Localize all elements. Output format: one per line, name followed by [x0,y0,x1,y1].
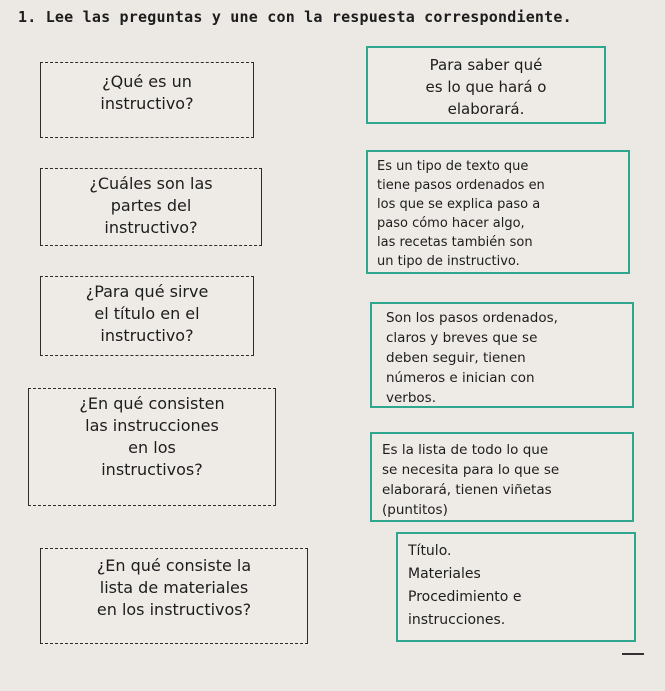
answer-text: Son los pasos ordenados, claros y breves que se deben seguir, tienen números e inician con verbos. [386,310,558,406]
question-card-5[interactable] [40,548,308,644]
question-text: ¿En qué consiste la lista de materiales en los instructivos? [96,556,252,619]
answer-text: Para saber qué es lo que hará o elaborará. [425,56,547,118]
pencil-mark [622,653,644,655]
answer-text: Es la lista de todo lo que se necesita para lo que se elaborará, tienen viñetas (puntitos) [382,442,560,518]
answer-text: Es un tipo de texto que tiene pasos ordenados en los que se explica paso a paso cómo hacer algo, las recetas también son un tipo de instructivo. [377,159,545,269]
answer-card-2[interactable] [366,150,630,274]
question-card-4[interactable] [28,388,276,506]
exercise-title: 1. Lee las preguntas y une con la respuesta correspondiente. [18,8,572,26]
answer-card-1[interactable] [366,46,606,124]
answer-card-5[interactable] [396,532,636,642]
question-card-3[interactable] [40,276,254,356]
question-text: ¿Qué es un instructivo? [100,72,194,113]
question-card-1[interactable] [40,62,254,138]
question-text: ¿Cuáles son las partes del instructivo? [89,174,213,237]
answer-text: Título. Materiales Procedimiento e instrucciones. [408,543,522,628]
answer-card-3[interactable] [370,302,634,408]
question-text: ¿En qué consisten las instrucciones en los instructivos? [79,394,225,479]
question-text: ¿Para qué sirve el título en el instructivo? [85,282,209,345]
answer-card-4[interactable] [370,432,634,522]
question-card-2[interactable] [40,168,262,246]
